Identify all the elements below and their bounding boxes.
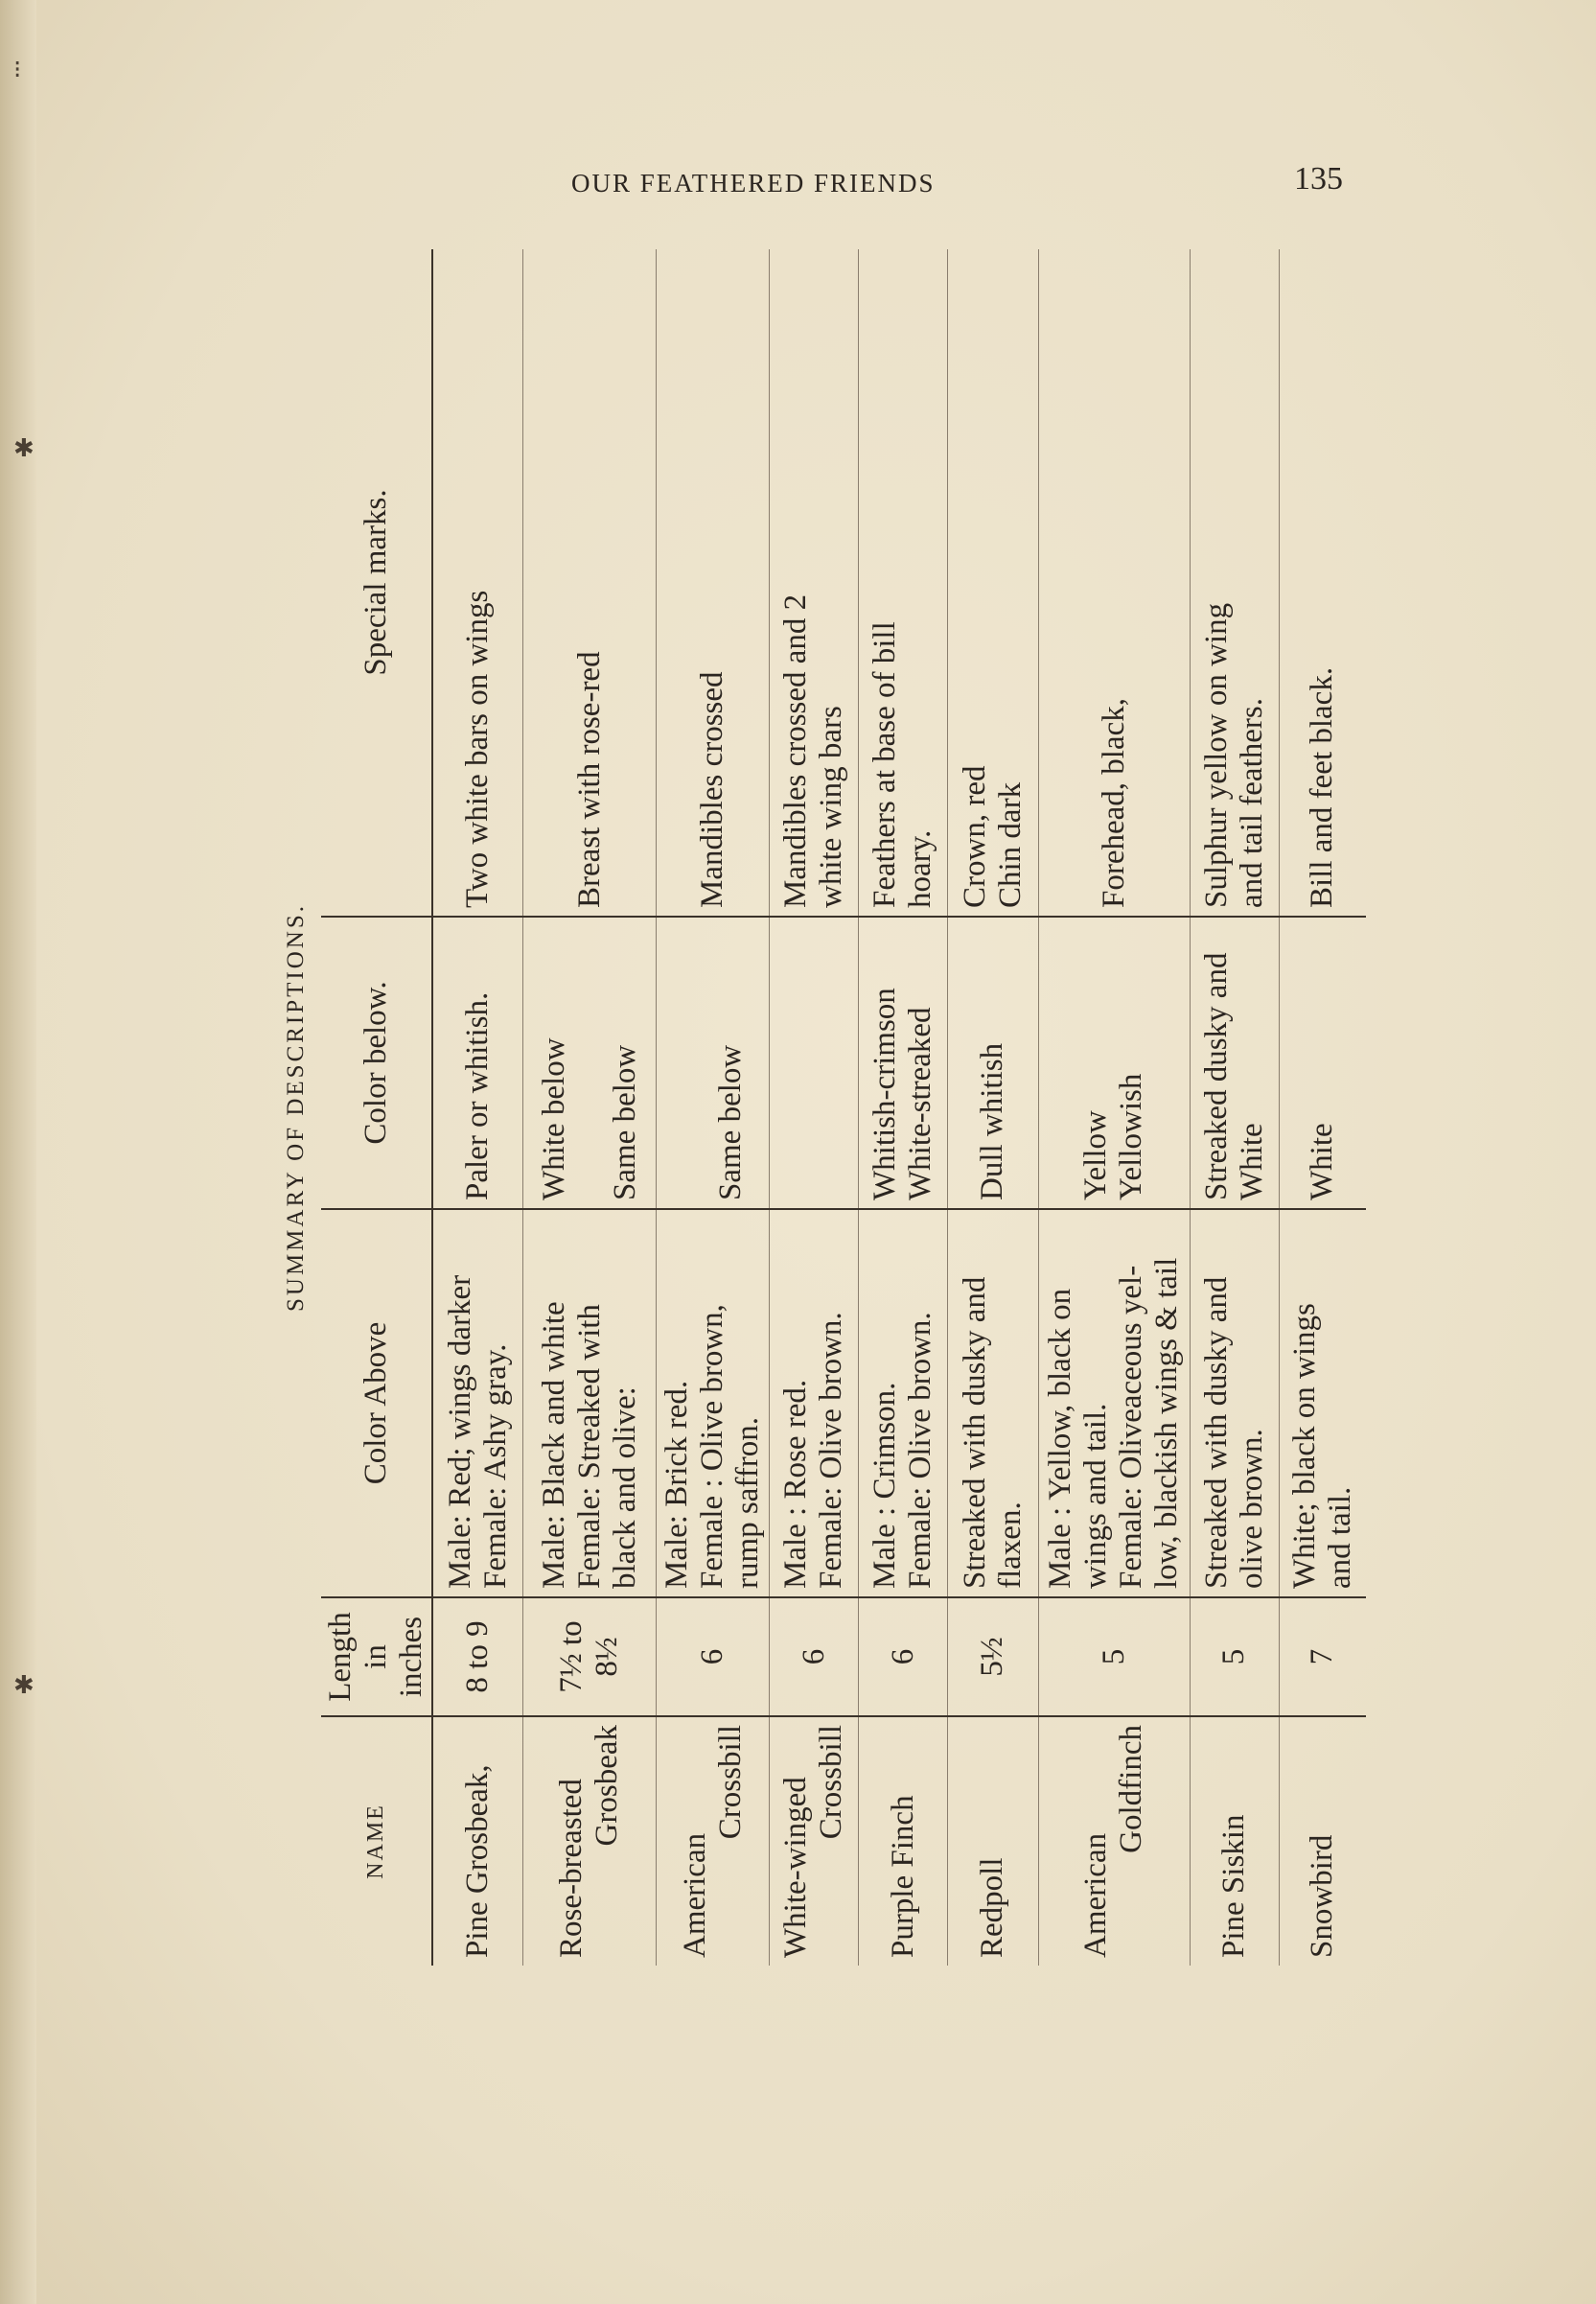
special-marks-line: Mandibles crossed <box>695 671 730 908</box>
special-marks-cell <box>770 249 859 917</box>
color-below-line: Same below <box>712 1044 748 1200</box>
color-above-line: Male: Brick red. <box>659 1380 695 1589</box>
bird-name-cell <box>859 1716 948 1966</box>
summary-table <box>321 249 1366 1966</box>
length-cell: 7 <box>1279 1597 1366 1716</box>
color-above-cell <box>770 1209 859 1597</box>
color-above-line: and tail. <box>1322 1486 1357 1589</box>
special-marks-line: Bill and feet black. <box>1305 666 1340 908</box>
length-cell: 6 <box>770 1597 859 1716</box>
color-above-cell <box>523 1209 657 1597</box>
color-below-cell <box>859 917 948 1209</box>
color-below-line: Yellowish <box>1114 1073 1149 1200</box>
bird-name-cell <box>657 1716 770 1966</box>
special-marks-cell <box>657 249 770 917</box>
color-above-line: Female : Olive brown, <box>695 1304 730 1589</box>
bird-name-line: Rose-breasted <box>554 1779 590 1958</box>
color-above-line: low, blackish wings & tail <box>1149 1257 1185 1589</box>
color-below-cell <box>432 917 523 1209</box>
color-above-line: Female: Streaked with <box>571 1304 607 1589</box>
column-header-color-below: Color below. <box>321 917 432 1209</box>
running-head: OUR FEATHERED FRIENDS <box>571 169 936 198</box>
color-above-line: Male: Black and white <box>536 1301 571 1589</box>
length-cell: 5 <box>1038 1597 1190 1716</box>
color-below-line: White <box>1234 1123 1269 1200</box>
bird-name-line: Grosbeak <box>590 1725 625 1847</box>
color-above-line: Male : Yellow, black on <box>1043 1288 1078 1589</box>
color-above-line: Male : Crimson. <box>867 1382 903 1589</box>
bird-name-line: Snowbird <box>1305 1834 1340 1958</box>
color-below-cell <box>1190 917 1279 1209</box>
color-above-cell <box>947 1209 1038 1597</box>
table-caption: SUMMARY OF DESCRIPTIONS. <box>283 902 309 1313</box>
color-above-line: Streaked with dusky and <box>1198 1276 1234 1589</box>
special-marks-line: Mandibles crossed and 2 <box>778 593 814 908</box>
binding-edge <box>0 0 36 2304</box>
color-below-cell <box>770 917 859 1209</box>
bird-name-cell <box>1038 1716 1190 1966</box>
bird-name-cell <box>947 1716 1038 1966</box>
length-cell: 7½ to 8½ <box>523 1597 657 1716</box>
color-below-cell <box>657 917 770 1209</box>
column-header-special-marks: Special marks. <box>321 249 432 917</box>
table-row <box>859 249 948 1966</box>
color-above-line: olive brown. <box>1234 1429 1269 1589</box>
color-above-line: White; black on wings <box>1286 1303 1322 1589</box>
color-below-line <box>678 925 713 1200</box>
color-below-line: White <box>1305 1123 1340 1200</box>
color-below-line: Dull whitish <box>975 1042 1010 1200</box>
stitch-mark: ✱ <box>13 434 35 462</box>
color-below-line <box>572 925 608 1200</box>
color-above-cell <box>859 1209 948 1597</box>
color-above-line: flaxen. <box>992 1501 1028 1589</box>
color-above-line: Male : Rose red. <box>778 1379 814 1589</box>
table-row <box>1279 249 1366 1966</box>
length-cell: 6 <box>657 1597 770 1716</box>
table-row <box>523 249 657 1966</box>
color-below-line: White below <box>536 1037 571 1200</box>
special-marks-cell <box>1190 249 1279 917</box>
table-row <box>432 249 523 1966</box>
special-marks-cell <box>1279 249 1366 917</box>
color-above-line: wings and tail. <box>1078 1403 1114 1589</box>
color-below-line: Streaked dusky and <box>1198 952 1234 1200</box>
length-cell: 6 <box>859 1597 948 1716</box>
color-above-cell <box>1279 1209 1366 1597</box>
page-header <box>0 161 1596 209</box>
color-below-line: White-streaked <box>903 1007 938 1200</box>
color-above-line: rump saffron. <box>730 1416 766 1589</box>
special-marks-line: and tail feathers. <box>1234 698 1269 908</box>
stitch-mark: ⁝ <box>13 56 22 83</box>
bird-name-line: Goldfinch <box>1114 1725 1149 1853</box>
color-above-line: Female: Ashy gray. <box>477 1343 513 1589</box>
length-cell: 5½ <box>947 1597 1038 1716</box>
special-marks-cell <box>947 249 1038 917</box>
bird-name-line: American <box>677 1832 712 1958</box>
rotated-table-block <box>283 249 1366 1966</box>
bird-name-cell <box>432 1716 523 1966</box>
table-row <box>947 249 1038 1966</box>
color-below-cell <box>1038 917 1190 1209</box>
table-header-row <box>321 249 432 1966</box>
bird-name-line: Pine Grosbeak, <box>460 1764 496 1958</box>
special-marks-line: Feathers at base of bill <box>867 621 903 908</box>
color-above-line: Streaked with dusky and <box>957 1276 992 1589</box>
length-cell: 8 to 9 <box>432 1597 523 1716</box>
color-above-cell <box>1038 1209 1190 1597</box>
color-above-line: Female: Oliveaceous yel- <box>1114 1265 1149 1589</box>
special-marks-line: Forehead, black, <box>1096 698 1131 908</box>
color-above-line: black and olive: <box>607 1386 642 1589</box>
bird-name-line: Crossbill <box>814 1725 849 1840</box>
color-below-line: Yellow <box>1078 1110 1114 1200</box>
bird-name-line: Pine Siskin <box>1216 1814 1252 1958</box>
bird-name-line: Crossbill <box>712 1725 748 1840</box>
bird-name-cell <box>1190 1716 1279 1966</box>
special-marks-cell <box>432 249 523 917</box>
column-header-color-above: Color Above <box>321 1209 432 1597</box>
special-marks-line: Two white bars on wings <box>460 590 496 908</box>
color-above-cell <box>432 1209 523 1597</box>
color-above-line: Female: Olive brown. <box>903 1312 938 1589</box>
bird-name-cell <box>523 1716 657 1966</box>
table-row <box>770 249 859 1966</box>
special-marks-line: white wing bars <box>814 706 849 908</box>
special-marks-line: Chin dark <box>992 781 1028 908</box>
page-number: 135 <box>1294 161 1343 197</box>
length-cell: 5 <box>1190 1597 1279 1716</box>
bird-name-cell <box>1279 1716 1366 1966</box>
color-below-line: Paler or whitish. <box>460 991 496 1200</box>
color-above-line: Female: Olive brown. <box>814 1312 849 1589</box>
bird-name-line: White-winged <box>778 1777 814 1958</box>
table-body <box>432 249 1366 1966</box>
color-above-cell <box>1190 1209 1279 1597</box>
bird-name-cell <box>770 1716 859 1966</box>
color-below-line: Same below <box>607 1044 642 1200</box>
color-above-cell <box>657 1209 770 1597</box>
special-marks-cell <box>1038 249 1190 917</box>
column-header-name: NAME <box>321 1716 432 1966</box>
color-below-cell <box>523 917 657 1209</box>
table-row <box>1190 249 1279 1966</box>
special-marks-line: Sulphur yellow on wing <box>1198 602 1234 908</box>
bird-name-line: American <box>1078 1832 1114 1958</box>
bird-name-line: Redpoll <box>975 1857 1010 1958</box>
special-marks-cell <box>523 249 657 917</box>
color-above-line: Male: Red; wings darker <box>442 1274 477 1589</box>
table-row <box>1038 249 1190 1966</box>
stitch-mark: ✱ <box>13 1671 35 1699</box>
table-row <box>657 249 770 1966</box>
color-below-line <box>797 925 832 1200</box>
column-header-length: Length in inches <box>321 1597 432 1716</box>
special-marks-cell <box>859 249 948 917</box>
special-marks-line: Crown, red <box>957 765 992 908</box>
color-below-line: Whitish-crimson <box>867 988 903 1200</box>
color-below-cell <box>1279 917 1366 1209</box>
bird-name-line: Purple Finch <box>885 1795 920 1958</box>
color-below-cell <box>947 917 1038 1209</box>
special-marks-line: Breast with rose-red <box>571 651 607 908</box>
special-marks-line: hoary. <box>903 829 938 908</box>
